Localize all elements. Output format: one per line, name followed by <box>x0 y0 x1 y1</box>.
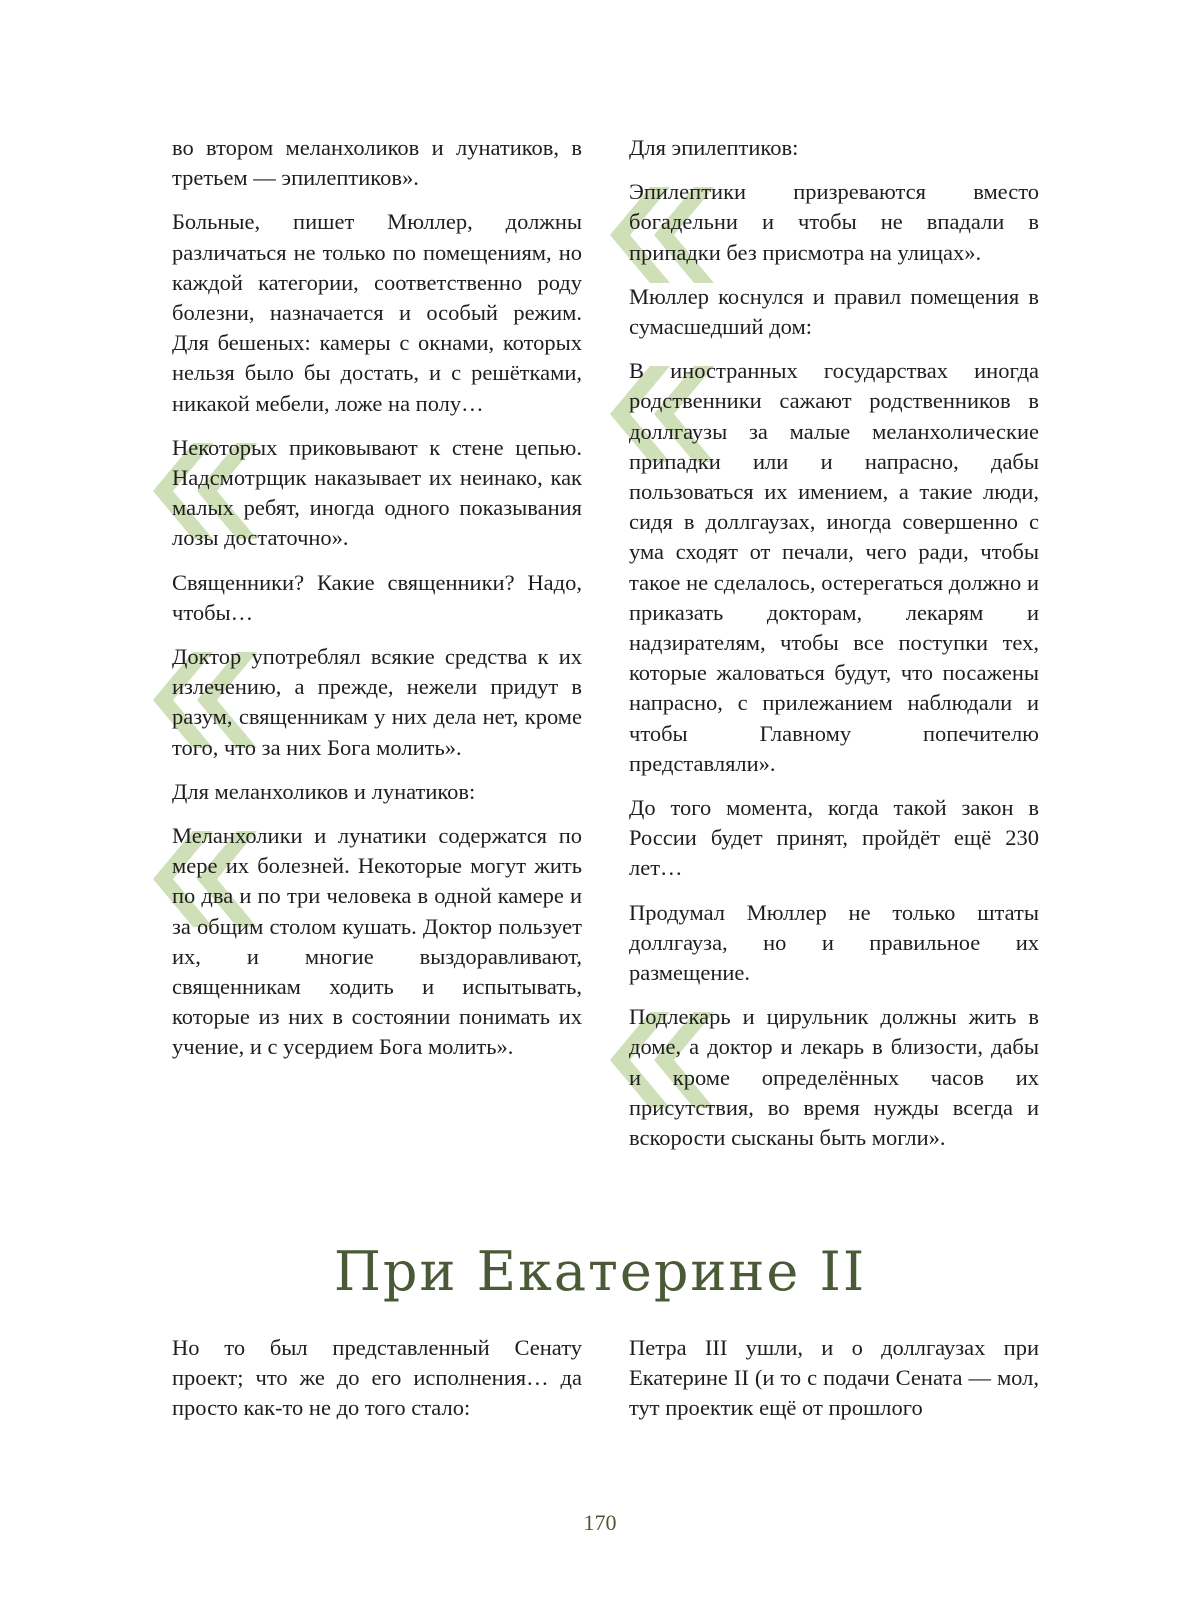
paragraph: Продумал Мюллер не только штаты доллгауза, но и правильное их размещение. <box>629 899 1039 986</box>
quote-block <box>172 642 582 763</box>
paragraph: во втором меланхоликов и лунатиков, в третьем — эпилептиков». <box>172 135 582 191</box>
quote-text: Меланхолики и лунатики содержатся по мере их болезней. Некоторые могут жить по два и по три человека в одной камере и за общим столом кушать. Доктор пользует их, и многие выздоравливают, священникам ходить и испытывать, которые из них в состоянии понимать их учение, и с усердием Бога молить». <box>172 823 582 1060</box>
quote-text: Доктор употреблял всякие средства к их излечению, а прежде, нежели придут в разум, священникам у них дела нет, кроме того, что за них Бога молить». <box>172 644 582 760</box>
quote-text: В иностранных государствах иногда родственники сажают родственников в доллгаузы за малые меланхолические припадки или и напрасно, дабы пользоваться их имением, а такие люди, сидя в доллгаузах, иногда совершенно с ума сходят от печали, чего ради, чтобы такое не сделалось, остерегаться должно и приказать докторам, лекарям и надзирателям, чтобы все поступки тех, которые жаловаться будут, что посажены напрасно, с прилежанием наблюдали и чтобы Главному попечителю представляли». <box>629 358 1039 776</box>
bottom-right-column <box>629 1333 1039 1438</box>
quote-text: Подлекарь и цирульник должны жить в доме, а доктор и лекарь в близости, дабы и кроме определённых часов их присутствия, во время нужды всегда и вскорости сысканы быть могли». <box>629 1004 1039 1151</box>
paragraph: Для эпилептиков: <box>629 135 799 160</box>
paragraph: Мюллер коснулся и правил помещения в сумасшедший дом: <box>629 283 1039 340</box>
quote-block <box>172 433 582 554</box>
quote-block <box>629 356 1039 779</box>
paragraph: Для меланхоликов и лунатиков: <box>172 778 476 804</box>
section-heading: При Екатерине II <box>333 1240 867 1303</box>
quote-block <box>172 821 582 1063</box>
bottom-left-column <box>172 1333 582 1438</box>
quote-text: Эпилептики призреваются вместо богадельни и чтобы не впадали в припадки без присмотра на улицах». <box>629 179 1039 265</box>
paragraph: Петра III ушли, и о доллгаузах при Екатерине II (и то с подачи Сената — мол, тут проектик ещё от прошлого <box>629 1335 1039 1421</box>
right-column <box>629 133 1039 1167</box>
page-number: 170 <box>583 1510 617 1535</box>
paragraph: Священники? Какие священники? Надо, чтобы… <box>172 569 582 625</box>
quote-block <box>629 177 1039 268</box>
quote-text: Некоторых приковывают к стене цепью. Надсмотрщик наказывает их неинако, как малых ребят, иногда одного показывания лозы достаточно». <box>172 434 582 551</box>
left-column <box>172 133 582 1077</box>
paragraph: Больные, пишет Мюллер, должны различаться не только по помещениям, но каждой категории, соответственно роду болезни, назначается и особый режим. Для бешеных: камеры с окнами, которых нельзя было бы достать, и с решётками, никакой мебели, ложе на полу… <box>172 209 582 416</box>
quote-block <box>629 1002 1039 1153</box>
paragraph: До того момента, когда такой закон в России будет принят, пройдёт ещё 230 лет… <box>629 795 1039 881</box>
paragraph: Но то был представленный Сенату проект; что же до его исполнения… да просто как-то не до того стало: <box>172 1335 582 1421</box>
